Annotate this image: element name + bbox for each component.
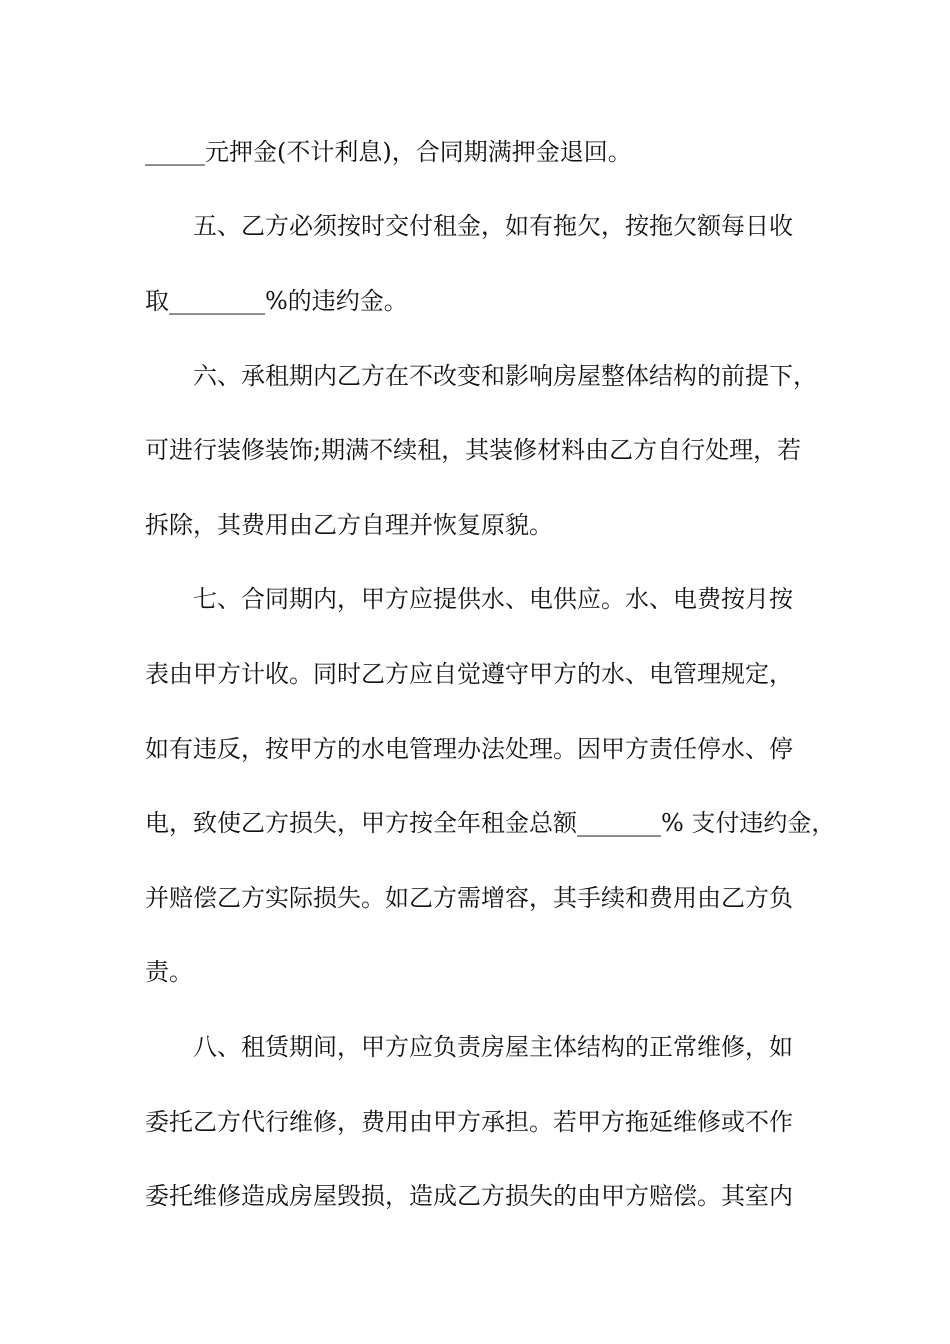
text-line: 电，致使乙方损失，甲方按全年租金总额_______% 支付违约金， bbox=[145, 809, 836, 837]
text-line: 表由甲方计收。同时乙方应自觉遵守甲方的水、电管理规定， bbox=[145, 660, 793, 688]
text-line: 责。 bbox=[145, 958, 193, 986]
text-line: 拆除，其费用由乙方自理并恢复原貌。 bbox=[145, 511, 553, 539]
text-line: _____元押金(不计利息)，合同期满押金退回。 bbox=[145, 138, 632, 166]
text-line: 委托乙方代行维修，费用由甲方承担。若甲方拖延维修或不作 bbox=[145, 1108, 793, 1136]
text-line: 如有违反，按甲方的水电管理办法处理。因甲方责任停水、停 bbox=[145, 735, 793, 763]
paragraph-6-line: 六、承租期内乙方在不改变和影响房屋整体结构的前提下， bbox=[193, 362, 817, 390]
text-line: 可进行装修装饰;期满不续租，其装修材料由乙方自行处理，若 bbox=[145, 436, 802, 464]
paragraph-7-line: 七、合同期内，甲方应提供水、电供应。水、电费按月按 bbox=[193, 585, 793, 613]
text-line: 委托维修造成房屋毁损，造成乙方损失的由甲方赔偿。其室内 bbox=[145, 1182, 793, 1210]
paragraph-8-line: 八、租赁期间，甲方应负责房屋主体结构的正常维修，如 bbox=[193, 1033, 793, 1061]
text-line: 取________%的违约金。 bbox=[145, 287, 408, 315]
paragraph-5-line: 五、乙方必须按时交付租金，如有拖欠，按拖欠额每日收 bbox=[193, 212, 793, 240]
text-line: 并赔偿乙方实际损失。如乙方需增容，其手续和费用由乙方负 bbox=[145, 884, 793, 912]
